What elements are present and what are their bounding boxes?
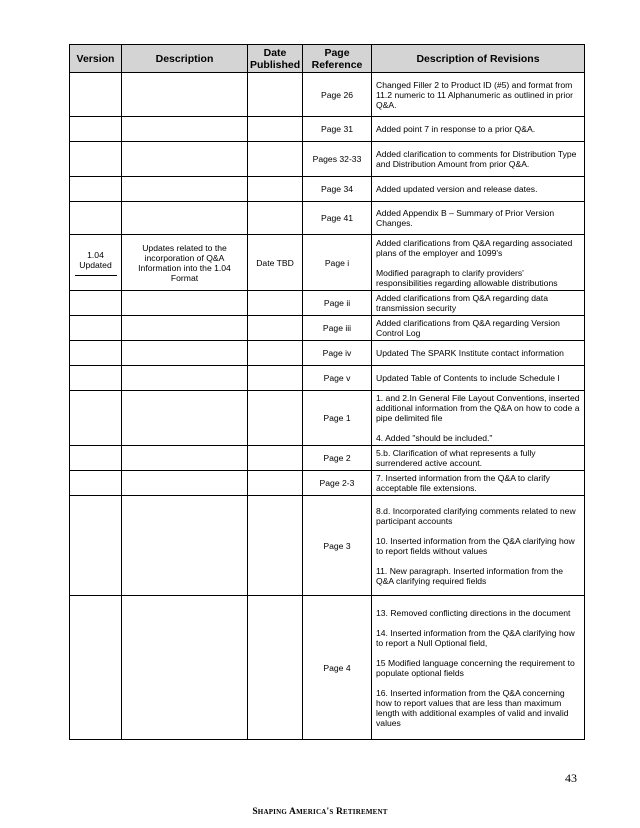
revision-paragraph: 15 Modified language concerning the requirement to populate optional fields xyxy=(376,657,575,678)
description-cell xyxy=(122,366,248,391)
revision-paragraph: Added clarifications from Q&A regarding data transmission security xyxy=(376,293,548,313)
revision-description-cell xyxy=(372,446,585,471)
description-cell xyxy=(122,177,248,202)
version-cell xyxy=(70,391,122,446)
table-row xyxy=(70,366,585,391)
version-cell xyxy=(70,202,122,235)
description-cell xyxy=(122,316,248,341)
table-row xyxy=(70,341,585,366)
date-published-cell xyxy=(248,117,303,142)
version-cell xyxy=(70,316,122,341)
table-row xyxy=(70,291,585,316)
version-label: 1.04 Updated xyxy=(79,249,112,270)
revision-paragraph: 13. Removed conflicting directions in the document xyxy=(376,607,571,618)
description-cell xyxy=(122,391,248,446)
footer-text: Shaping America's Retirement xyxy=(252,807,388,817)
revision-description-cell xyxy=(372,366,585,391)
revision-paragraph: Added point 7 in response to a prior Q&A. xyxy=(376,124,536,134)
page-reference-cell: Pages 32-33 xyxy=(303,142,372,177)
revision-description-cell xyxy=(372,202,585,235)
date-published-cell xyxy=(248,596,303,740)
date-published-cell xyxy=(248,446,303,471)
revision-paragraph: Added clarifications from Q&A regarding associated plans of the employer and 1099's xyxy=(376,237,573,258)
date-published-cell xyxy=(248,341,303,366)
revision-paragraph: Updated Table of Contents to include Schedule I xyxy=(376,373,560,383)
date-published-cell xyxy=(248,202,303,235)
description-cell xyxy=(122,496,248,596)
header-description: Description xyxy=(122,45,248,73)
revision-description-cell xyxy=(372,177,585,202)
revision-paragraph: 7. Inserted information from the Q&A to clarify acceptable file extensions. xyxy=(376,473,550,493)
page-reference-cell: Page iii xyxy=(303,316,372,341)
date-published-cell: Date TBD xyxy=(248,235,303,291)
table-row xyxy=(70,446,585,471)
header-version: Version xyxy=(70,45,122,73)
revision-paragraph: Modified paragraph to clarify providers' responsibilities regarding allowable distributions xyxy=(376,267,558,288)
date-published-cell xyxy=(248,177,303,202)
version-cell xyxy=(70,496,122,596)
table-row xyxy=(70,471,585,496)
version-cell xyxy=(70,446,122,471)
revision-description-cell xyxy=(372,596,585,740)
revision-description-cell xyxy=(372,496,585,596)
description-cell xyxy=(122,117,248,142)
description-cell xyxy=(122,142,248,177)
revision-paragraph: 10. Inserted information from the Q&A clarifying how to report fields without values xyxy=(376,535,575,556)
table-row xyxy=(70,117,585,142)
page-number: 43 xyxy=(565,771,577,785)
revision-paragraph: Added clarification to comments for Distribution Type and Distribution Amount from prior Q&A. xyxy=(376,149,577,169)
revision-paragraph: Added clarifications from Q&A regarding Version Control Log xyxy=(376,318,560,338)
page-reference-cell: Page i xyxy=(303,235,372,291)
revision-description-cell xyxy=(372,391,585,446)
page-reference-cell: Page 31 xyxy=(303,117,372,142)
date-published-cell xyxy=(248,316,303,341)
revision-description-cell xyxy=(372,316,585,341)
table-row xyxy=(70,73,585,117)
table-row xyxy=(70,235,585,291)
revision-paragraph: 4. Added "should be included." xyxy=(376,433,493,443)
revision-description-cell xyxy=(372,73,585,117)
page-reference-cell: Page 34 xyxy=(303,177,372,202)
revision-description-cell xyxy=(372,235,585,291)
version-cell xyxy=(70,117,122,142)
description-cell: Updates related to the incorporation of Q&A Information into the 1.04 Format xyxy=(122,235,248,291)
revision-paragraph: 11. New paragraph. Inserted information from the Q&A clarifying required fields xyxy=(376,565,564,586)
version-cell xyxy=(70,235,122,291)
revision-description-cell xyxy=(372,117,585,142)
table-row xyxy=(70,391,585,446)
page-reference-cell: Page v xyxy=(303,366,372,391)
version-cell xyxy=(70,291,122,316)
table-row xyxy=(70,142,585,177)
table-row xyxy=(70,596,585,740)
table-body xyxy=(70,73,585,740)
table-row xyxy=(70,202,585,235)
description-cell xyxy=(122,202,248,235)
revision-description-cell xyxy=(372,471,585,496)
date-published-cell xyxy=(248,496,303,596)
page-reference-cell: Page 3 xyxy=(303,496,372,596)
page-reference-cell: Page 2 xyxy=(303,446,372,471)
revision-paragraph: Updated The SPARK Institute contact information xyxy=(376,348,564,358)
description-cell xyxy=(122,446,248,471)
header-description-of-revisions: Description of Revisions xyxy=(372,45,585,73)
version-cell xyxy=(70,142,122,177)
revision-description-cell xyxy=(372,341,585,366)
date-published-cell xyxy=(248,471,303,496)
revision-paragraph: 8.d. Incorporated clarifying comments related to new participant accounts xyxy=(376,505,576,526)
table-row xyxy=(70,177,585,202)
version-cell xyxy=(70,596,122,740)
description-cell xyxy=(122,596,248,740)
description-cell xyxy=(122,341,248,366)
page-reference-cell: Page 1 xyxy=(303,391,372,446)
revision-paragraph: Added Appendix B – Summary of Prior Version Changes. xyxy=(376,208,555,228)
header-date-published: Date Published xyxy=(248,45,303,73)
revision-paragraph: 16. Inserted information from the Q&A concerning how to report values that are less than maximum length with additional examples of valid and invalid values xyxy=(376,687,569,728)
page-reference-cell: Page ii xyxy=(303,291,372,316)
date-published-cell xyxy=(248,391,303,446)
version-cell xyxy=(70,341,122,366)
page-reference-cell: Page 2-3 xyxy=(303,471,372,496)
page-reference-cell: Page 41 xyxy=(303,202,372,235)
revision-paragraph: 14. Inserted information from the Q&A clarifying how to report a Null Optional field, xyxy=(376,627,575,648)
table-header-row xyxy=(70,45,585,73)
revision-paragraph: 5.b. Clarification of what represents a fully surrendered active account. xyxy=(376,448,536,468)
revision-description-cell xyxy=(372,291,585,316)
description-cell xyxy=(122,73,248,117)
description-cell xyxy=(122,291,248,316)
table-row xyxy=(70,316,585,341)
header-page-reference: Page Reference xyxy=(303,45,372,73)
revision-table xyxy=(69,44,585,740)
table-row xyxy=(70,496,585,596)
page-reference-cell: Page 4 xyxy=(303,596,372,740)
version-cell xyxy=(70,471,122,496)
date-published-cell xyxy=(248,291,303,316)
revision-paragraph: Added updated version and release dates. xyxy=(376,184,538,194)
date-published-cell xyxy=(248,142,303,177)
version-cell xyxy=(70,366,122,391)
date-published-cell xyxy=(248,366,303,391)
description-cell xyxy=(122,471,248,496)
revision-description-cell xyxy=(372,142,585,177)
version-cell xyxy=(70,177,122,202)
version-underline xyxy=(75,275,117,276)
revision-paragraph: 1. and 2.In General File Layout Conventions, inserted additional information from the Q&A on how to code a pipe delimited file xyxy=(376,393,580,423)
date-published-cell xyxy=(248,73,303,117)
revision-paragraph: Changed Filler 2 to Product ID (#5) and format from 11.2 numeric to 11 Alphanumeric as outlined in prior Q&A. xyxy=(376,79,573,110)
page-reference-cell: Page 26 xyxy=(303,73,372,117)
page-reference-cell: Page iv xyxy=(303,341,372,366)
version-cell xyxy=(70,73,122,117)
